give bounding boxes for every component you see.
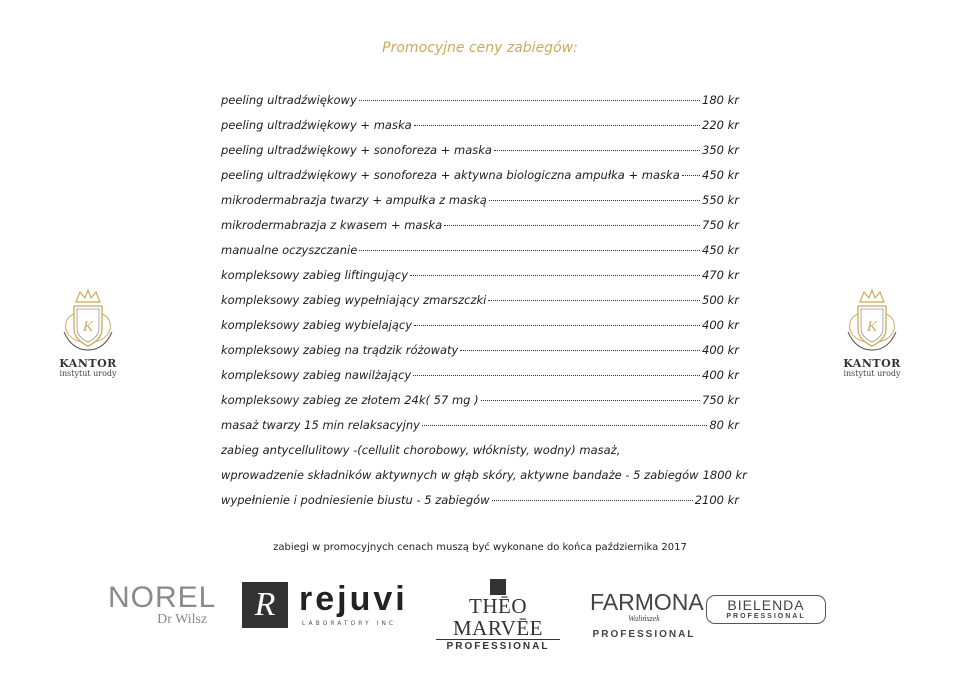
svg-text:K: K — [82, 319, 94, 335]
emblem-subtitle: instytut urody — [59, 369, 117, 378]
price-row — [221, 138, 739, 163]
rejuvi-subtitle: LABORATORY INC — [302, 620, 397, 627]
treatment-price: 2100 kr — [694, 493, 739, 507]
treatment-name: wprowadzenie składników aktywnych w głąb skóry, aktywne bandaże - 5 zabiegów — [221, 468, 699, 482]
kantor-logo-right — [832, 288, 912, 378]
treatment-name: peeling ultradźwiękowy — [221, 93, 357, 107]
price-row — [221, 388, 739, 413]
treatment-price: 470 kr — [702, 268, 739, 282]
price-row — [221, 338, 739, 363]
page-title: Promocyjne ceny zabiegów: — [382, 40, 578, 56]
farmona-logo — [590, 589, 704, 640]
treatment-name: kompleksowy zabieg liftingujący — [221, 268, 409, 282]
bielenda-logo — [706, 595, 826, 624]
emblem-name: KANTOR — [59, 357, 117, 370]
leader-dots — [492, 500, 693, 501]
leader-dots — [444, 225, 700, 226]
svg-text:K: K — [866, 319, 878, 335]
treatment-price: 450 kr — [702, 243, 739, 257]
treatment-price: 350 kr — [702, 143, 739, 157]
treatment-price: 400 kr — [702, 318, 739, 332]
price-row — [221, 263, 739, 288]
theo-monogram-icon — [490, 579, 506, 595]
emblem-subtitle: instytut urody — [843, 369, 901, 378]
treatment-price: 500 kr — [702, 293, 739, 307]
treatment-name: peeling ultradźwiękowy + maska — [221, 118, 412, 132]
leader-dots — [410, 275, 700, 276]
price-row — [221, 488, 739, 513]
norel-wordmark: NOREL — [108, 581, 217, 614]
rejuvi-logo — [242, 582, 414, 632]
price-list — [221, 88, 747, 513]
farmona-subtitle: PROFESSIONAL — [592, 629, 696, 640]
leader-dots — [359, 250, 700, 251]
bielenda-wordmark: BIELENDA — [727, 597, 805, 613]
treatment-name: wypełnienie i podniesienie biustu - 5 zabiegów — [221, 493, 490, 507]
treatment-name: mikrodermabrazja twarzy + ampułka z maską — [221, 193, 487, 207]
treatment-name: peeling ultradźwiękowy + sonoforeza + maska — [221, 143, 492, 157]
theo-subtitle: PROFESSIONAL — [436, 639, 560, 652]
farmona-script: Walińszek — [628, 614, 660, 623]
farmona-wordmark: FARMONA — [590, 589, 704, 615]
price-row — [221, 88, 739, 113]
leader-dots — [414, 325, 700, 326]
treatment-price: 1800 kr — [702, 468, 747, 482]
norel-logo — [108, 583, 216, 627]
treatment-name: kompleksowy zabieg wybielający — [221, 318, 413, 332]
crown-crest-icon — [842, 288, 902, 354]
price-row — [221, 238, 739, 263]
theo-marvee-logo — [436, 579, 560, 652]
treatment-price: 450 kr — [702, 168, 739, 182]
treatment-name: kompleksowy zabieg na trądzik różowaty — [221, 343, 459, 357]
treatment-name: kompleksowy zabieg ze złotem 24k( 57 mg ) — [221, 393, 479, 407]
bielenda-subtitle: PROFESSIONAL — [726, 613, 806, 620]
leader-dots — [481, 400, 700, 401]
cellulite-intro — [221, 438, 739, 463]
treatment-price: 80 kr — [709, 418, 739, 432]
price-row — [221, 213, 739, 238]
treatment-price: 750 kr — [702, 218, 739, 232]
leader-dots — [488, 300, 700, 301]
treatment-name: kompleksowy zabieg nawilżający — [221, 368, 412, 382]
price-row — [221, 463, 747, 488]
price-row — [221, 363, 739, 388]
treatment-name: manualne oczyszczanie — [221, 243, 358, 257]
treatment-price: 400 kr — [702, 343, 739, 357]
rejuvi-monogram: R — [242, 582, 288, 628]
leader-dots — [422, 425, 707, 426]
treatment-price: 220 kr — [702, 118, 739, 132]
kantor-logo-left — [48, 288, 128, 378]
treatment-name: kompleksowy zabieg wypełniający zmarszczki — [221, 293, 487, 307]
promo-note: zabiegi w promocyjnych cenach muszą być wykonane do końca października 2017 — [273, 542, 687, 553]
price-row — [221, 113, 739, 138]
leader-dots — [489, 200, 700, 201]
emblem-name: KANTOR — [843, 357, 901, 370]
leader-dots — [682, 175, 700, 176]
treatment-price: 400 kr — [702, 368, 739, 382]
price-row — [221, 188, 739, 213]
price-row — [221, 413, 739, 438]
theo-wordmark: THĒO MARVĒE — [453, 594, 543, 640]
treatment-name: masaż twarzy 15 min relaksacyjny — [221, 418, 420, 432]
treatment-name: mikrodermabrazja z kwasem + maska — [221, 218, 443, 232]
leader-dots — [359, 100, 700, 101]
treatment-price: 180 kr — [702, 93, 739, 107]
treatment-price: 550 kr — [702, 193, 739, 207]
price-row — [221, 313, 739, 338]
treatment-price: 750 kr — [702, 393, 739, 407]
price-row — [221, 288, 739, 313]
treatment-description: zabieg antycellulitowy -(cellulit chorobowy, włóknisty, wodny) masaż, — [221, 443, 621, 457]
crown-crest-icon — [58, 288, 118, 354]
leader-dots — [460, 350, 700, 351]
price-row — [221, 163, 739, 188]
rejuvi-wordmark: rejuvi — [299, 580, 408, 618]
leader-dots — [413, 375, 700, 376]
treatment-name: peeling ultradźwiękowy + sonoforeza + aktywna biologiczna ampułka + maska — [221, 168, 680, 182]
leader-dots — [414, 125, 700, 126]
leader-dots — [494, 150, 700, 151]
norel-subtitle: Dr Wilsz — [157, 612, 208, 627]
